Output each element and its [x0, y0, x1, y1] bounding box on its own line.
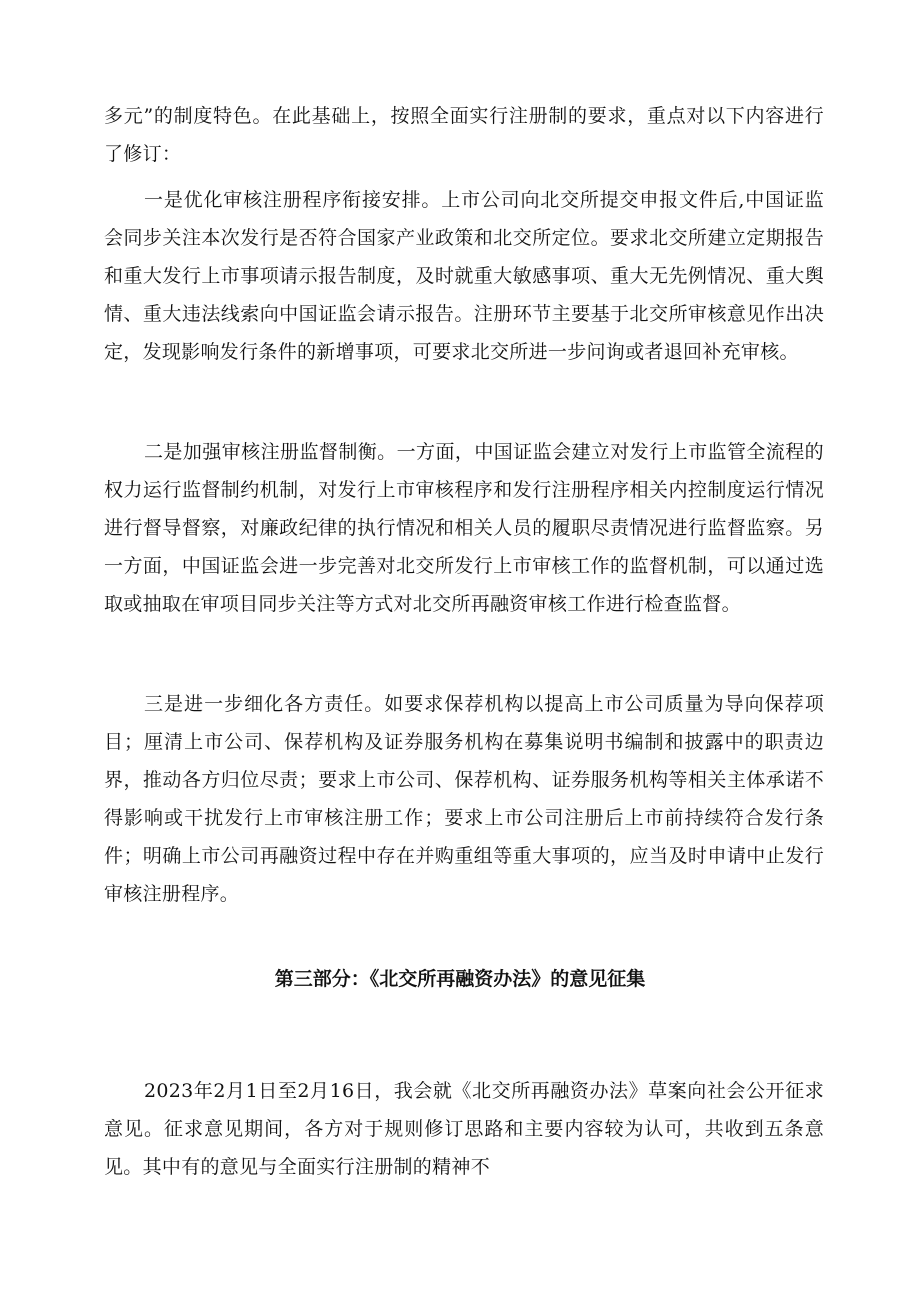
paragraph-point-two: 二是加强审核注册监督制衡。一方面，中国证监会建立对发行上市监管全流程的权力运行监督制约机制，对发行上市审核程序和发行注册程序相关内控制度运行情况进行督导督察，对廉政纪律的执行情况和相关人员的履职尽责情况进行监督监察。另一方面，中国证监会进一步完善对北交所发行上市审核工作的监督机制，可以通过选取或抽取在审项目同步关注等方式对北交所再融资审核工作进行检查监督。 [104, 441, 824, 615]
paragraph-point-three: 三是进一步细化各方责任。如要求保荐机构以提高上市公司质量为导向保荐项目；厘清上市公司、保荐机构及证券服务机构在募集说明书编制和披露中的职责边界，推动各方归位尽责；要求上市公司、保荐机构、证券服务机构等相关主体承诺不得影响或干扰发行上市审核注册工作；要求上市公司注册后上市前持续符合发行条件；明确上市公司再融资过程中存在并购重组等重大事项的，应当及时申请中止发行审核注册程序。 [104, 693, 824, 905]
section-heading: 第三部分：《北交所再融资办法》的意见征集 [274, 968, 646, 990]
paragraph-point-one: 一是优化审核注册程序衔接安排。上市公司向北交所提交申报文件后,中国证监会同步关注本次发行是否符合国家产业政策和北交所定位。要求北交所建立定期报告和重大发行上市事项请示报告制度，及时就重大敏感事项、重大无先例情况、重大舆情、重大违法线索向中国证监会请示报告。注册环节主要基于北交所审核意见作出决定，发现影响发行条件的新增事项，可要求北交所进一步问询或者退回补充审核。 [104, 189, 824, 363]
paragraph-consultation: 2023年2月1日至2月16日，我会就《北交所再融资办法》草案向社会公开征求意见。征求意见期间，各方对于规则修订思路和主要内容较为认可，共收到五条意见。其中有的意见与全面实行注册制的精神不 [104, 1080, 824, 1178]
paragraph-continuation: 多元”的制度特色。在此基础上，按照全面实行注册制的要求，重点对以下内容进行了修订： [104, 105, 824, 165]
